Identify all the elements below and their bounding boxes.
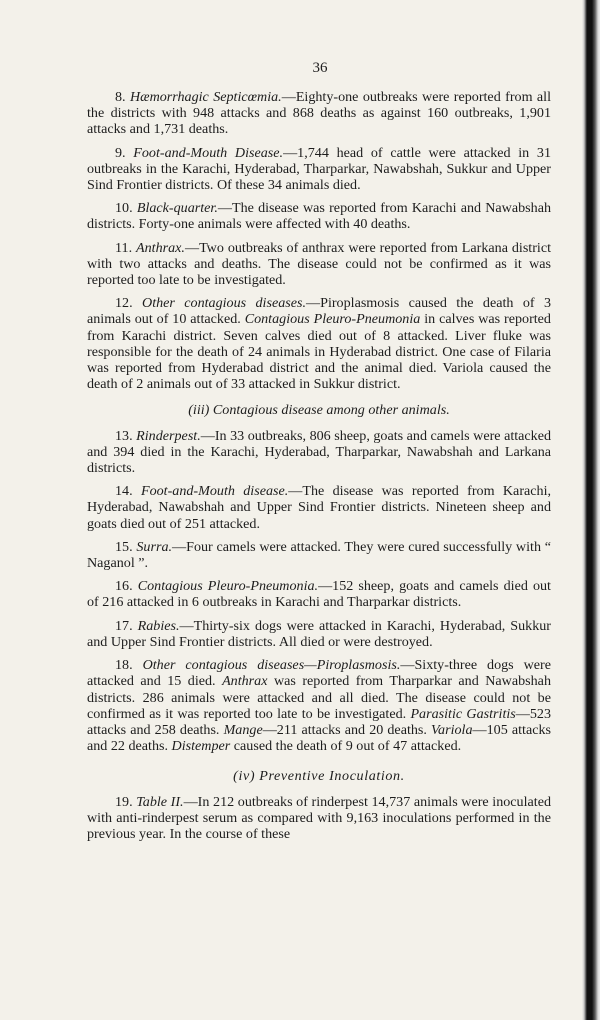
para-text: —Thirty-six dogs were attacked in Karachi, Hyderabad, Sukkur and Upper Sind Frontier districts. All died or were destroyed. bbox=[87, 617, 551, 650]
page-number: 36 bbox=[312, 60, 328, 76]
para-text: —152 sheep, goats and camels died out of 216 attacked in 6 outbreaks in Karachi and Tharparkar districts. bbox=[87, 578, 551, 611]
para-number: 10. bbox=[115, 200, 133, 217]
paragraph-13 bbox=[87, 428, 551, 477]
paragraph-10 bbox=[87, 200, 551, 232]
para-italic: Mange bbox=[223, 721, 263, 738]
paragraph-8 bbox=[87, 89, 551, 138]
para-title: Anthrax. bbox=[136, 239, 185, 256]
para-text: —Four camels were attacked. They were cured successfully with “ Naganol ”. bbox=[87, 538, 551, 572]
para-text: —In 212 outbreaks of rinderpest 14,737 animals were inoculated with anti-rinderpest serum as compared with 9,163 inoculations performed in the previous year. In the course of these bbox=[87, 793, 551, 842]
para-text: —Two outbreaks of anthrax were reported from Larkana district with two attacks and deaths. The disease could not be confirmed as it was reported too late to be investigated. bbox=[87, 239, 551, 289]
para-text: —211 attacks and 20 deaths. bbox=[262, 721, 432, 738]
para-number: 17. bbox=[115, 617, 133, 634]
para-italic: Variola bbox=[431, 721, 473, 738]
paragraph-12 bbox=[87, 295, 551, 392]
para-title: Rinderpest. bbox=[136, 427, 201, 444]
paragraph-19 bbox=[87, 794, 551, 843]
para-number: 16. bbox=[115, 578, 133, 595]
para-italic: Anthrax bbox=[222, 673, 268, 690]
paragraph-14 bbox=[87, 483, 551, 532]
paragraph-17 bbox=[87, 618, 551, 650]
paragraph-16 bbox=[87, 578, 551, 610]
para-title: Hæmorrhagic Septicœmia. bbox=[129, 89, 282, 105]
para-text: —523 attacks and 258 deaths. bbox=[87, 705, 551, 738]
paragraph-15 bbox=[87, 539, 551, 571]
para-number: 19. bbox=[115, 793, 133, 810]
para-number: 15. bbox=[115, 538, 133, 555]
para-number: 18. bbox=[115, 657, 133, 674]
paragraph-18 bbox=[87, 657, 551, 754]
para-text: —In 33 outbreaks, 806 sheep, goats and camels were attacked and 394 died in the Karachi, Hyderabad, Tharparkar, Nawabshah and Larkana districts. bbox=[87, 427, 552, 477]
para-title: Black-quarter. bbox=[136, 200, 218, 217]
para-number: 12. bbox=[115, 295, 133, 312]
page-body bbox=[87, 89, 551, 849]
para-title: Rabies. bbox=[137, 617, 180, 634]
page-edge bbox=[578, 0, 600, 1020]
para-text: —105 attacks and 22 deaths. bbox=[87, 721, 551, 755]
para-number: 11. bbox=[115, 239, 133, 256]
para-text: —The disease was reported from Karachi and Nawabshah districts. Forty-one animals were affected with 40 deaths. bbox=[87, 200, 551, 233]
para-title: Contagious Pleuro-Pneumonia. bbox=[137, 578, 319, 595]
para-number: 8. bbox=[115, 89, 126, 105]
para-italic: Contagious Pleuro-Pneumonia bbox=[244, 311, 421, 328]
section-heading-iii: (iii) Contagious disease among other animals. bbox=[188, 402, 450, 419]
para-number: 14. bbox=[115, 483, 133, 500]
para-number: 13. bbox=[115, 427, 133, 444]
section-heading-iv: (iv) Preventive Inoculation. bbox=[233, 768, 405, 785]
para-title: Surra. bbox=[136, 538, 173, 555]
para-text: caused the death of 9 out of 47 attacked. bbox=[230, 738, 462, 755]
para-italic: Distemper bbox=[171, 738, 231, 755]
para-text: was reported from Tharparkar and Nawabshah districts. 286 animals were attacked and all died. The disease could not be confirmed as it was reported too late to be investigated. bbox=[87, 673, 551, 722]
para-title: Other contagious diseases—Piroplasmosis. bbox=[142, 657, 401, 674]
para-title: Other contagious diseases. bbox=[142, 295, 307, 312]
para-text: in calves was reported from Karachi district. Seven calves died out of 8 attacked. Liver fluke was responsible for the death of 24 animals in Hyderabad district. One case of Filaria was reported from Hyderabad district and the animal died. Variola caused the death of 2 animals out of 33 attacked in Sukkur district. bbox=[87, 311, 551, 393]
para-title: Foot-and-Mouth disease. bbox=[140, 483, 289, 500]
para-title: Foot-and-Mouth Disease. bbox=[133, 144, 284, 161]
para-text: —Eighty-one outbreaks were reported from all the districts with 948 attacks and 868 deaths as against 160 outbreaks, 1,901 attacks and 1,731 deaths. bbox=[87, 89, 552, 138]
paragraph-9 bbox=[87, 145, 551, 194]
para-italic: Parasitic Gastritis bbox=[410, 705, 516, 722]
para-number: 9. bbox=[115, 144, 126, 161]
para-text: —The disease was reported from Karachi, Hyderabad, Nawabshah and Upper Sind Frontier districts. Nineteen sheep and goats died out of 251 attacked. bbox=[87, 483, 552, 532]
para-text: —Piroplasmosis caused the death of 3 animals out of 10 attacked. bbox=[87, 295, 551, 328]
paragraph-11 bbox=[87, 240, 551, 289]
para-title: Table II. bbox=[136, 793, 184, 810]
para-text: —Sixty-three dogs were attacked and 15 died. bbox=[87, 657, 551, 690]
para-text: —1,744 head of cattle were attacked in 31 outbreaks in the Karachi, Hyderabad, Tharparkar, Nawabshah, Sukkur and Upper Sind Frontier districts. Of these 34 animals died. bbox=[87, 144, 551, 194]
